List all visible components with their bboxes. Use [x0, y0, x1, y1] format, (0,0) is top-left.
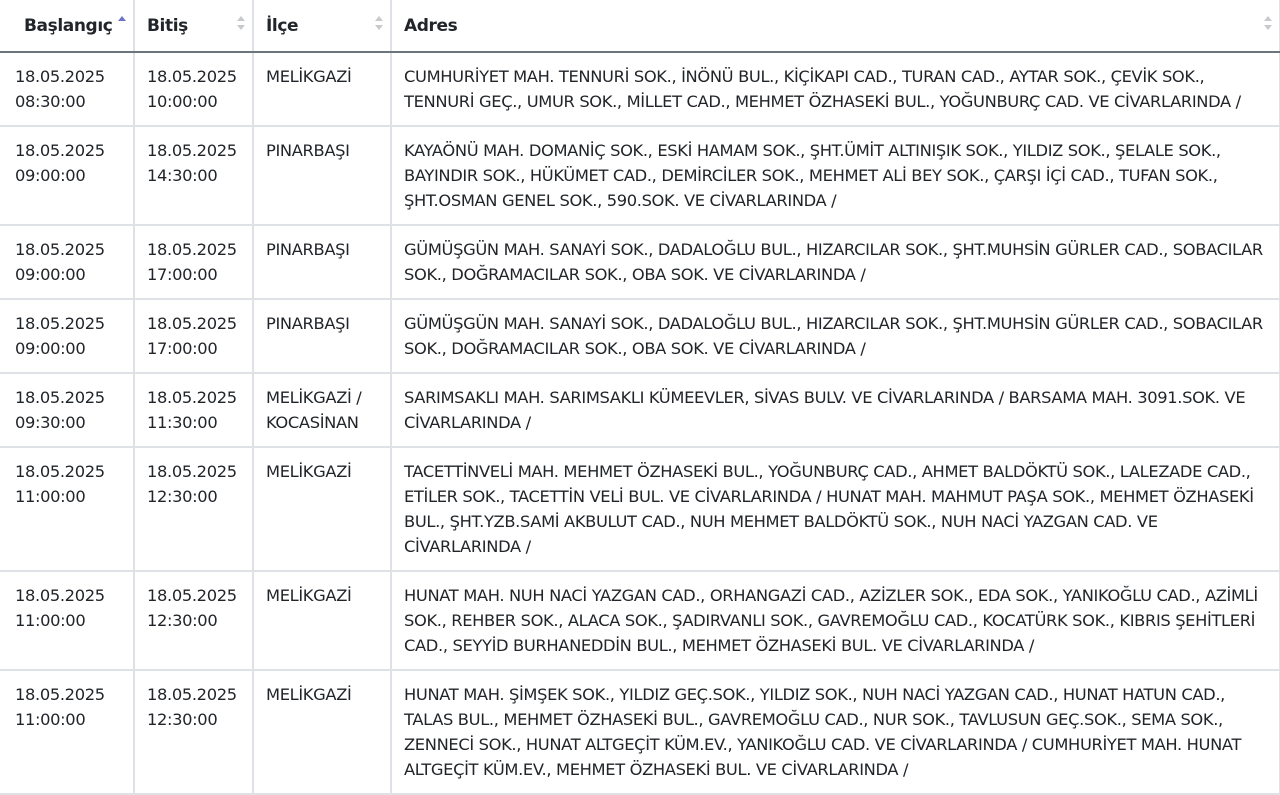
district-cell: MELİKGAZİ	[253, 447, 391, 571]
column-header-label: İlçe	[266, 15, 299, 36]
column-header-address[interactable]	[391, 0, 1280, 52]
table-row	[0, 52, 1280, 126]
column-header-label: Adres	[404, 15, 458, 36]
table-body	[0, 52, 1280, 794]
start-cell: 18.05.2025 09:00:00	[0, 126, 134, 225]
column-header-label: Bitiş	[147, 15, 188, 36]
sort-icon	[375, 16, 383, 34]
start-cell: 18.05.2025 11:00:00	[0, 447, 134, 571]
district-cell: MELİKGAZİ / KOCASİNAN	[253, 373, 391, 447]
header-row	[0, 0, 1280, 52]
sort-icon	[237, 16, 245, 34]
table-row	[0, 225, 1280, 299]
end-cell: 18.05.2025 10:00:00	[134, 52, 253, 126]
end-cell: 18.05.2025 12:30:00	[134, 670, 253, 794]
column-header-start[interactable]	[0, 0, 134, 52]
start-cell: 18.05.2025 08:30:00	[0, 52, 134, 126]
address-cell: GÜMÜŞGÜN MAH. SANAYİ SOK., DADALOĞLU BUL., HIZARCILAR SOK., ŞHT.MUHSİN GÜRLER CAD., SOBACILAR SOK., DOĞRAMACILAR SOK., OBA SOK. VE CİVARLARINDA /	[391, 225, 1280, 299]
address-cell: SARIMSAKLI MAH. SARIMSAKLI KÜMEEVLER, SİVAS BULV. VE CİVARLARINDA / BARSAMA MAH. 3091.SOK. VE CİVARLARINDA /	[391, 373, 1280, 447]
address-cell: KAYAÖNÜ MAH. DOMANİÇ SOK., ESKİ HAMAM SOK., ŞHT.ÜMİT ALTINIŞIK SOK., YILDIZ SOK., ŞELALE SOK., BAYINDIR SOK., HÜKÜMET CAD., DEMİRCİLER SOK., MEHMET ALİ BEY SOK., ÇARŞI İÇİ CAD., TUFAN SOK., ŞHT.OSMAN GENEL SOK., 590.SOK. VE CİVARLARINDA /	[391, 126, 1280, 225]
address-cell: GÜMÜŞGÜN MAH. SANAYİ SOK., DADALOĞLU BUL., HIZARCILAR SOK., ŞHT.MUHSİN GÜRLER CAD., SOBACILAR SOK., DOĞRAMACILAR SOK., OBA SOK. VE CİVARLARINDA /	[391, 299, 1280, 373]
sort-icon	[1264, 16, 1272, 34]
column-header-end[interactable]	[134, 0, 253, 52]
table-row	[0, 299, 1280, 373]
start-cell: 18.05.2025 09:00:00	[0, 225, 134, 299]
table-header	[0, 0, 1280, 52]
district-cell: PINARBAŞI	[253, 126, 391, 225]
column-header-district[interactable]	[253, 0, 391, 52]
table-row	[0, 373, 1280, 447]
district-cell: PINARBAŞI	[253, 225, 391, 299]
start-cell: 18.05.2025 09:00:00	[0, 299, 134, 373]
address-cell: HUNAT MAH. ŞİMŞEK SOK., YILDIZ GEÇ.SOK., YILDIZ SOK., NUH NACİ YAZGAN CAD., HUNAT HATUN CAD., TALAS BUL., MEHMET ÖZHASEKİ BUL., GAVREMOĞLU CAD., NUR SOK., TAVLUSUN GEÇ.SOK., SEMA SOK., ZENNECİ SOK., HUNAT ALTGEÇİT KÜM.EV., YANIKOĞLU CAD. VE CİVARLARINDA / CUMHURİYET MAH. HUNAT ALTGEÇİT KÜM.EV., MEHMET ÖZHASEKİ BUL. VE CİVARLARINDA /	[391, 670, 1280, 794]
district-cell: MELİKGAZİ	[253, 670, 391, 794]
end-cell: 18.05.2025 17:00:00	[134, 299, 253, 373]
start-cell: 18.05.2025 11:00:00	[0, 571, 134, 670]
table-row	[0, 126, 1280, 225]
table-row	[0, 447, 1280, 571]
district-cell: MELİKGAZİ	[253, 571, 391, 670]
end-cell: 18.05.2025 12:30:00	[134, 447, 253, 571]
district-cell: MELİKGAZİ	[253, 52, 391, 126]
table-row	[0, 670, 1280, 794]
district-cell: PINARBAŞI	[253, 299, 391, 373]
end-cell: 18.05.2025 17:00:00	[134, 225, 253, 299]
start-cell: 18.05.2025 09:30:00	[0, 373, 134, 447]
table-row	[0, 571, 1280, 670]
address-cell: CUMHURİYET MAH. TENNURİ SOK., İNÖNÜ BUL., KİÇİKAPI CAD., TURAN CAD., AYTAR SOK., ÇEVİK SOK., TENNURİ GEÇ., UMUR SOK., MİLLET CAD., MEHMET ÖZHASEKİ BUL., YOĞUNBURÇ CAD. VE CİVARLARINDA /	[391, 52, 1280, 126]
address-cell: HUNAT MAH. NUH NACİ YAZGAN CAD., ORHANGAZİ CAD., AZİZLER SOK., EDA SOK., YANIKOĞLU CAD., AZİMLİ SOK., REHBER SOK., ALACA SOK., ŞADIRVANLI SOK., GAVREMOĞLU CAD., KOCATÜRK SOK., KIBRIS ŞEHİTLERİ CAD., SEYYİD BURHANEDDİN BUL., MEHMET ÖZHASEKİ BUL. VE CİVARLARINDA /	[391, 571, 1280, 670]
end-cell: 18.05.2025 12:30:00	[134, 571, 253, 670]
address-cell: TACETTİNVELİ MAH. MEHMET ÖZHASEKİ BUL., YOĞUNBURÇ CAD., AHMET BALDÖKTÜ SOK., LALEZADE CAD., ETİLER SOK., TACETTİN VELİ BUL. VE CİVARLARINDA / HUNAT MAH. MAHMUT PAŞA SOK., MEHMET ÖZHASEKİ BUL., ŞHT.YZB.SAMİ AKBULUT CAD., NUH MEHMET BALDÖKTÜ SOK., NUH NACİ YAZGAN CAD. VE CİVARLARINDA /	[391, 447, 1280, 571]
sort-ascending-icon	[118, 16, 126, 34]
column-header-label: Başlangıç	[24, 15, 113, 36]
start-cell: 18.05.2025 11:00:00	[0, 670, 134, 794]
end-cell: 18.05.2025 11:30:00	[134, 373, 253, 447]
end-cell: 18.05.2025 14:30:00	[134, 126, 253, 225]
